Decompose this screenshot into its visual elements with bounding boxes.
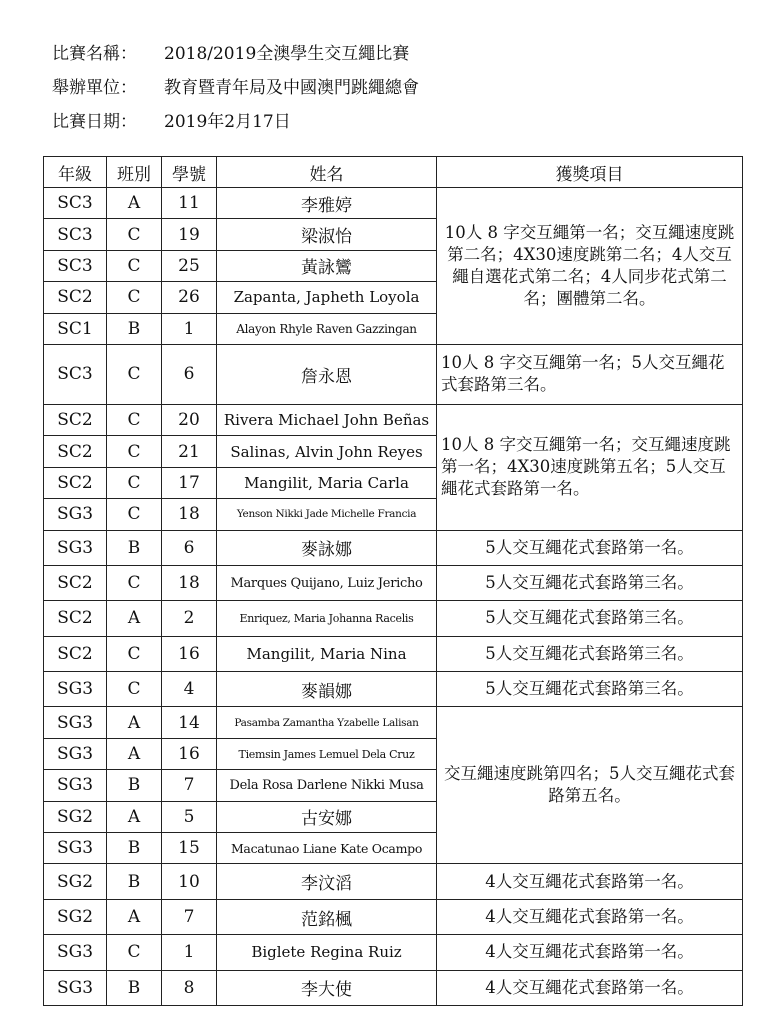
cell-name: Biglete Regina Ruiz (217, 935, 437, 970)
cell-name: 李汶滔 (217, 864, 437, 899)
header-value: 2018/2019全澳學生交互繩比賽 (164, 43, 410, 64)
cell-grade: SG3 (44, 970, 107, 1005)
cell-number: 5 (162, 801, 217, 832)
cell-class: A (107, 707, 162, 738)
cell-number: 7 (162, 899, 217, 934)
cell-class: C (107, 636, 162, 671)
cell-name: Marques Quijano, Luiz Jericho (217, 565, 437, 600)
cell-grade: SG2 (44, 864, 107, 899)
cell-number: 19 (162, 219, 217, 250)
table-row (44, 404, 743, 435)
cell-grade: SC1 (44, 313, 107, 344)
cell-name: 古安娜 (217, 801, 437, 832)
cell-name: Macatunao Liane Kate Ocampo (217, 833, 437, 864)
cell-grade: SC2 (44, 282, 107, 313)
cell-class: C (107, 282, 162, 313)
cell-grade: SG2 (44, 801, 107, 832)
column-header-class: 班別 (107, 157, 162, 188)
cell-name: 麥詠娜 (217, 530, 437, 565)
table-row (44, 864, 743, 899)
table-row (44, 899, 743, 934)
header-line-date (52, 102, 419, 136)
cell-name: Pasamba Zamantha Yzabelle Lalisan (217, 707, 437, 738)
cell-number: 1 (162, 935, 217, 970)
cell-class: B (107, 864, 162, 899)
cell-award: 4人交互繩花式套路第一名。 (437, 864, 743, 899)
cell-grade: SG2 (44, 899, 107, 934)
cell-class: A (107, 738, 162, 769)
cell-name: 麥韻娜 (217, 672, 437, 707)
table-row (44, 707, 743, 738)
cell-grade: SG3 (44, 770, 107, 801)
cell-class: A (107, 188, 162, 219)
cell-award: 5人交互繩花式套路第三名。 (437, 565, 743, 600)
cell-class: B (107, 313, 162, 344)
cell-grade: SC2 (44, 565, 107, 600)
cell-number: 20 (162, 404, 217, 435)
cell-grade: SG3 (44, 935, 107, 970)
cell-grade: SG3 (44, 707, 107, 738)
cell-award: 5人交互繩花式套路第一名。 (437, 530, 743, 565)
cell-number: 7 (162, 770, 217, 801)
table-row (44, 935, 743, 970)
cell-award: 交互繩速度跳第四名；5人交互繩花式套路第五名。 (437, 707, 743, 864)
cell-grade: SC2 (44, 467, 107, 498)
cell-number: 8 (162, 970, 217, 1005)
cell-grade: SG3 (44, 672, 107, 707)
cell-name: 詹永恩 (217, 344, 437, 404)
cell-grade: SC2 (44, 404, 107, 435)
cell-class: C (107, 250, 162, 281)
cell-class: C (107, 436, 162, 467)
cell-class: A (107, 601, 162, 636)
cell-number: 25 (162, 250, 217, 281)
cell-number: 17 (162, 467, 217, 498)
cell-name: Dela Rosa Darlene Nikki Musa (217, 770, 437, 801)
cell-award: 4人交互繩花式套路第一名。 (437, 899, 743, 934)
cell-class: A (107, 899, 162, 934)
cell-class: C (107, 499, 162, 530)
cell-number: 6 (162, 530, 217, 565)
cell-class: C (107, 404, 162, 435)
cell-number: 18 (162, 565, 217, 600)
cell-class: C (107, 672, 162, 707)
cell-class: A (107, 801, 162, 832)
cell-grade: SC2 (44, 636, 107, 671)
cell-name: 李大使 (217, 970, 437, 1005)
cell-name: Alayon Rhyle Raven Gazzingan (217, 313, 437, 344)
cell-name: 黃詠鸞 (217, 250, 437, 281)
cell-grade: SG3 (44, 833, 107, 864)
cell-name: Enriquez, Maria Johanna Racelis (217, 601, 437, 636)
table-header-row (44, 157, 743, 188)
table-row (44, 636, 743, 671)
table-row (44, 601, 743, 636)
cell-grade: SC3 (44, 250, 107, 281)
cell-name: Salinas, Alvin John Reyes (217, 436, 437, 467)
cell-grade: SC2 (44, 601, 107, 636)
cell-award: 10人 8 字交互繩第一名；5人交互繩花式套路第三名。 (437, 344, 743, 404)
column-header-number: 學號 (162, 157, 217, 188)
header-value: 教育暨青年局及中國澳門跳繩總會 (164, 77, 419, 98)
header-label: 比賽日期： (52, 111, 137, 132)
cell-grade: SG3 (44, 530, 107, 565)
header-line-organizer (52, 68, 419, 102)
cell-name: Mangilit, Maria Carla (217, 467, 437, 498)
cell-class: B (107, 770, 162, 801)
cell-number: 18 (162, 499, 217, 530)
table-row (44, 344, 743, 404)
cell-grade: SG3 (44, 738, 107, 769)
cell-number: 4 (162, 672, 217, 707)
cell-name: Mangilit, Maria Nina (217, 636, 437, 671)
table-row (44, 970, 743, 1005)
cell-number: 11 (162, 188, 217, 219)
cell-name: Zapanta, Japheth Loyola (217, 282, 437, 313)
cell-number: 2 (162, 601, 217, 636)
cell-number: 16 (162, 738, 217, 769)
cell-class: C (107, 219, 162, 250)
cell-award: 10人 8 字交互繩第一名；交互繩速度跳第二名；4X30速度跳第二名；4人交互繩自選花式第二名；4人同步花式第二名；團體第二名。 (437, 188, 743, 345)
cell-class: C (107, 935, 162, 970)
cell-class: C (107, 467, 162, 498)
header-line-competition (52, 34, 419, 68)
cell-class: B (107, 970, 162, 1005)
table-row (44, 188, 743, 219)
cell-award: 4人交互繩花式套路第一名。 (437, 970, 743, 1005)
cell-award: 10人 8 字交互繩第一名；交互繩速度跳第一名；4X30速度跳第五名；5人交互繩花式套路第一名。 (437, 404, 743, 530)
cell-number: 21 (162, 436, 217, 467)
cell-number: 14 (162, 707, 217, 738)
cell-class: C (107, 565, 162, 600)
cell-grade: SC3 (44, 188, 107, 219)
header-value: 2019年2月17日 (164, 111, 291, 132)
table-row (44, 672, 743, 707)
cell-award: 5人交互繩花式套路第三名。 (437, 601, 743, 636)
column-header-name: 姓名 (217, 157, 437, 188)
header-label: 比賽名稱： (52, 43, 137, 64)
header-label: 舉辦單位： (52, 77, 137, 98)
cell-number: 26 (162, 282, 217, 313)
cell-class: B (107, 833, 162, 864)
cell-award: 4人交互繩花式套路第一名。 (437, 935, 743, 970)
cell-name: Yenson Nikki Jade Michelle Francia (217, 499, 437, 530)
cell-number: 10 (162, 864, 217, 899)
cell-award: 5人交互繩花式套路第三名。 (437, 672, 743, 707)
cell-name: Tiemsin James Lemuel Dela Cruz (217, 738, 437, 769)
cell-name: 范銘楓 (217, 899, 437, 934)
cell-number: 1 (162, 313, 217, 344)
cell-number: 6 (162, 344, 217, 404)
awards-table (43, 156, 743, 1006)
cell-name: Rivera Michael John Beñas (217, 404, 437, 435)
cell-grade: SC3 (44, 344, 107, 404)
column-header-grade: 年級 (44, 157, 107, 188)
cell-class: C (107, 344, 162, 404)
cell-class: B (107, 530, 162, 565)
cell-number: 15 (162, 833, 217, 864)
cell-name: 梁淑怡 (217, 219, 437, 250)
cell-grade: SG3 (44, 499, 107, 530)
cell-grade: SC3 (44, 219, 107, 250)
cell-name: 李雅婷 (217, 188, 437, 219)
table-row (44, 530, 743, 565)
column-header-award: 獲獎項目 (437, 157, 743, 188)
cell-award: 5人交互繩花式套路第三名。 (437, 636, 743, 671)
document-header (52, 34, 419, 136)
cell-grade: SC2 (44, 436, 107, 467)
cell-number: 16 (162, 636, 217, 671)
table-row (44, 565, 743, 600)
